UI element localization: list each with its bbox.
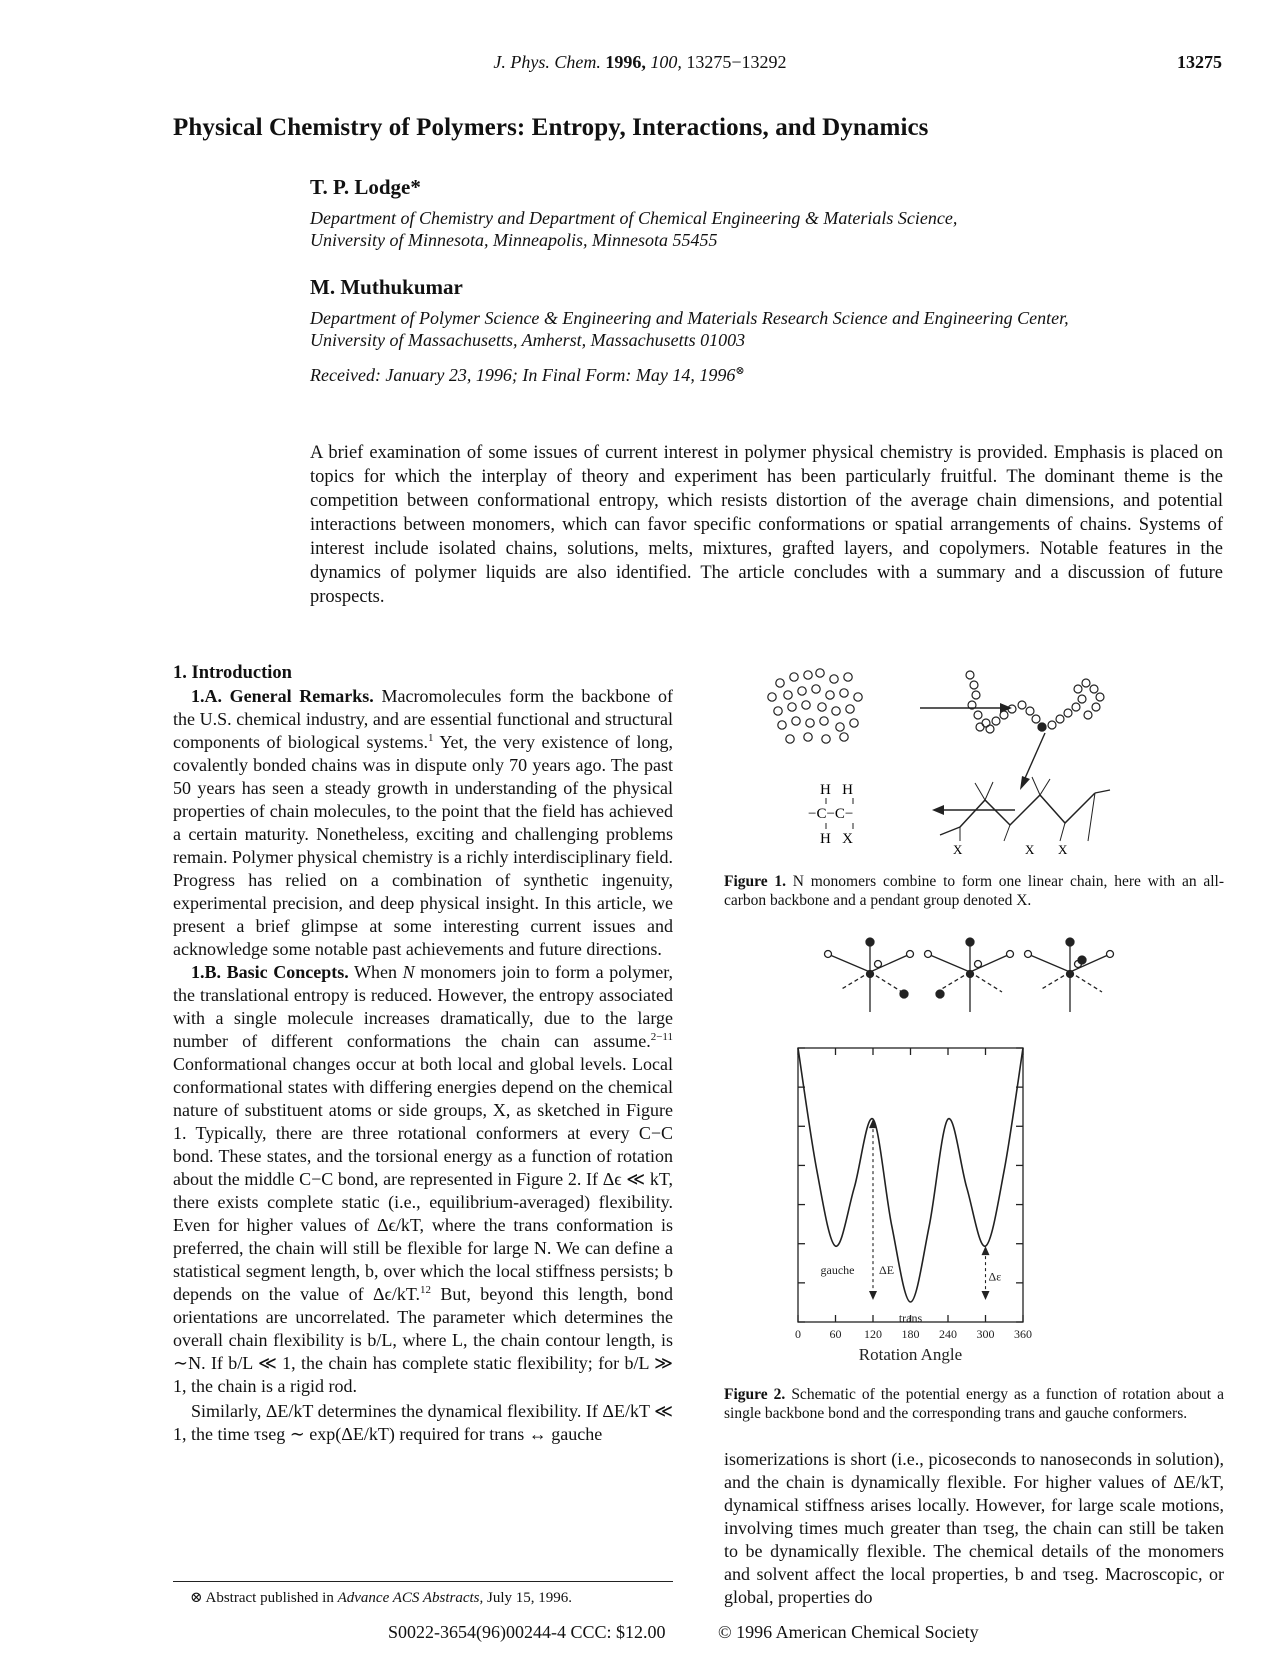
- abstract-mark: ⊗: [735, 365, 745, 377]
- annotation-delta-e: ΔE: [879, 1263, 895, 1278]
- bond: [930, 955, 970, 972]
- monomer-bead: [788, 703, 796, 711]
- bond: [940, 827, 960, 835]
- wedge-bonds: [960, 777, 1095, 841]
- author-affiliation-2: [310, 307, 1210, 351]
- received-dates: [310, 365, 745, 386]
- substituent-atom: [866, 938, 874, 946]
- running-header: [0, 52, 1280, 73]
- article-title: Physical Chemistry of Polymers: Entropy, Interactions, and Dynamics: [173, 114, 929, 141]
- conformer: [825, 938, 914, 1012]
- structure-bottom: H X: [820, 831, 853, 847]
- monomer-bead: [816, 669, 824, 677]
- x-axis-label: Rotation Angle: [858, 1345, 963, 1364]
- substituent-atom: [1078, 956, 1086, 964]
- arrow-line: [1022, 733, 1045, 785]
- paragraph-text: When: [354, 962, 397, 982]
- caption-text: Schematic of the potential energy as a function of rotation about a single backbone bond and the corresponding trans and gauche conformers.: [724, 1386, 1225, 1422]
- monomer-bead: [1078, 695, 1086, 703]
- substituent-atom: [900, 990, 908, 998]
- hydrogen-atom: [1007, 951, 1014, 958]
- pendant-x-label: X: [953, 842, 963, 857]
- conformer: [1025, 938, 1114, 1012]
- monomer-bead: [1074, 685, 1082, 693]
- figure-2-conformers: [820, 925, 1140, 1035]
- copyright: © 1996 American Chemical Society: [718, 1622, 979, 1642]
- monomer-bead: [846, 705, 854, 713]
- hydrogen-atom: [925, 951, 932, 958]
- monomer-bead: [844, 673, 852, 681]
- monomer-bead: [832, 707, 840, 715]
- right-column-text: isomerizations is short (i.e., picoseconds to nanoseconds in solution), and the chain is dynamically flexible. For higher values of ΔE/kT, dynamical stiffness arises locally. However, for large scale motions, involving times much greater than τseg, the chain can still be taken to be dynamically flexible. The chemical details of the monomers and solvent affect the local properties, b and τseg. Macroscopic, or global, properties do: [724, 1449, 1224, 1607]
- hydrogen-atom: [825, 951, 832, 958]
- monomer-bead: [804, 733, 812, 741]
- figure-1-caption: [724, 872, 1224, 910]
- arrow-head: [932, 805, 944, 815]
- section-heading: 1. Introduction: [173, 663, 292, 683]
- paragraph-text: But, beyond this length, bond orientations are uncorrelated. The parameter which determines the overall chain flexibility is b/L, where L, the chain contour length, is ∼N. If b/L ≪ 1, the chain has complete static flexibility; for b/L ≫ 1, the chain is a rigid rod.: [173, 1284, 673, 1396]
- bond: [1095, 790, 1110, 793]
- monomer-bead: [1056, 715, 1064, 723]
- monomer-bead: [1090, 685, 1098, 693]
- figure-2-caption: [724, 1385, 1224, 1423]
- monomer-bead: [1048, 721, 1056, 729]
- arrow-head: [1020, 776, 1030, 790]
- monomer-bead: [790, 673, 798, 681]
- x-tick-label: 120: [864, 1327, 882, 1341]
- monomer-bead: [792, 717, 800, 725]
- carbon-atom: [1067, 971, 1074, 978]
- monomer-bead: [786, 735, 794, 743]
- journal-year: 1996,: [605, 52, 646, 72]
- x-tick-label: 60: [829, 1327, 842, 1341]
- author-name-2: M. Muthukumar: [310, 275, 463, 299]
- carbon-atom: [867, 971, 874, 978]
- x-tick-label: 300: [976, 1327, 995, 1341]
- hydrogen-atom: [907, 951, 914, 958]
- monomer-bead: [818, 703, 826, 711]
- bond: [1070, 972, 1102, 992]
- run-in-heading: 1.A. General Remarks.: [191, 686, 374, 706]
- footnote: [190, 1588, 572, 1607]
- monomer-bead: [804, 671, 812, 679]
- monomer-bead: [970, 681, 978, 689]
- substituent-atom: [1066, 938, 1074, 946]
- left-column: [173, 662, 673, 1446]
- monomer-bead: [986, 725, 994, 733]
- x-tick-label: 180: [901, 1327, 920, 1341]
- annotation-delta-epsilon: Δε: [988, 1269, 1002, 1284]
- monomer-bead: [820, 717, 828, 725]
- bond: [940, 972, 970, 990]
- citation: 1: [428, 732, 434, 744]
- symbol-n: N: [402, 962, 415, 982]
- monomer-bead: [1092, 703, 1100, 711]
- substituent-atom: [936, 990, 944, 998]
- monomer-bead: [798, 687, 806, 695]
- arrow-head: [982, 1246, 990, 1255]
- abstract: A brief examination of some issues of current interest in polymer physical chemistry is provided. Emphasis is placed on topics for which the interplay of theory and experiment has been particularly fruitful. The dominant theme is the competition between conformational entropy, which resists distortion of the average chain dimensions, and potential interactions between monomers, which can favor specific conformations or spatial arrangements of chains. Systems of interest include isolated chains, solutions, melts, mixtures, grafted layers, and copolymers. Notable features in the dynamics of polymer liquids are also identified. The article concludes with a summary and a discussion of future prospects.: [310, 443, 1223, 607]
- monomer-bead: [768, 693, 776, 701]
- figure-2-chart: [795, 1040, 1128, 1380]
- monomer-bead: [1096, 693, 1104, 701]
- substituent-atom: [966, 938, 974, 946]
- author-name-1: T. P. Lodge*: [310, 175, 421, 199]
- monomer-bead: [802, 701, 810, 709]
- arrow-head: [982, 1291, 990, 1300]
- monomer-bead: [806, 719, 814, 727]
- citation: 2−11: [650, 1031, 673, 1043]
- monomer-bead: [850, 719, 858, 727]
- monomer-bead: [1032, 715, 1040, 723]
- monomer-bead: [836, 723, 844, 731]
- affiliation-line: University of Massachusetts, Amherst, Massachusetts 01003: [310, 330, 746, 350]
- monomer-bead: [784, 691, 792, 699]
- journal-name: J. Phys. Chem.: [493, 52, 601, 72]
- annotation-trans: trans: [898, 1311, 923, 1325]
- hydrogen-atom: [1025, 951, 1032, 958]
- author-affiliation-1: [310, 207, 1210, 251]
- monomer-bead: [1072, 703, 1080, 711]
- monomer-bead: [840, 733, 848, 741]
- monomer-bead: [778, 721, 786, 729]
- footnote-mark: ⊗: [190, 1590, 203, 1606]
- hydrogen-atom: [1107, 951, 1114, 958]
- pendant-x-label: X: [1058, 842, 1068, 857]
- monomer-bead: [776, 679, 784, 687]
- footnote-source: Advance ACS Abstracts,: [337, 1590, 484, 1606]
- affiliation-line: Department of Polymer Science & Engineering and Materials Research Science and Engineering Center,: [310, 308, 1069, 328]
- arrow-head: [869, 1291, 877, 1300]
- bond: [830, 955, 870, 972]
- polymer-chain: [966, 671, 1104, 733]
- structure-middle: −C−C−: [808, 806, 854, 822]
- x-tick-label: 240: [939, 1327, 957, 1341]
- monomer-bead: [1026, 707, 1034, 715]
- monomer-bead: [822, 735, 830, 743]
- footnote-rule: [173, 1581, 673, 1582]
- monomer-cloud: [768, 669, 862, 743]
- monomer-bead: [812, 685, 820, 693]
- monomer-bead: [1018, 701, 1026, 709]
- paragraph-dynamics: Similarly, ΔE/kT determines the dynamical flexibility. If ΔE/kT ≪ 1, the time τseg ∼ exp(ΔE/kT) required for trans ↔ gauche: [173, 1401, 673, 1444]
- affiliation-line: University of Minnesota, Minneapolis, Minnesota 55455: [310, 230, 718, 250]
- annotation-gauche: gauche: [820, 1263, 855, 1278]
- monomer-bead: [830, 675, 838, 683]
- monomer-bead: [972, 691, 980, 699]
- x-tick-label: 0: [795, 1327, 801, 1341]
- x-tick-label: 360: [1014, 1327, 1032, 1341]
- received-text: Received: January 23, 1996; In Final Form: May 14, 1996: [310, 365, 736, 385]
- junction-bead: [1038, 723, 1046, 731]
- caption-text: N monomers combine to form one linear chain, here with an all-carbon backbone and a pendant group denoted X.: [724, 873, 1224, 909]
- monomer-bead: [826, 691, 834, 699]
- monomer-bead: [1084, 711, 1092, 719]
- structure-top: H H: [820, 782, 853, 798]
- conformer: [925, 938, 1014, 1012]
- journal-volume: 100,: [650, 52, 682, 72]
- carbon-atom: [967, 971, 974, 978]
- footnote-text: Abstract published in: [205, 1590, 334, 1606]
- run-in-heading: 1.B. Basic Concepts.: [191, 962, 349, 982]
- bond: [870, 972, 902, 992]
- paragraph-text: Conformational changes occur at both local and global levels. Local conformational states with differing energies depend on the chemical nature of substituent atoms or side groups, X, as sketched in Figure 1. Typically, there are three rotational conformers at every C−C bond. These states, and the torsional energy as a function of rotation about the middle C−C bond, are represented in Figure 2. If Δϵ ≪ kT, there exists complete static (i.e., equilibrium-averaged) flexibility. Even for higher values of Δϵ/kT, where the trans conformation is preferred, the chain will still be flexible for large N. We can define a statistical segment length, b, over which the local stiffness persists; b depends on the value of Δϵ/kT.: [173, 1054, 673, 1304]
- paragraph-basic-concepts: [173, 961, 673, 1398]
- monomer-bead: [992, 717, 1000, 725]
- hydrogen-atom: [975, 961, 982, 968]
- paragraph-text: monomers join to form a polymer, the translational entropy is reduced. However, the entropy associated with a single molecule increases dramatically, due to the large number of different conformations the chain can assume.: [173, 962, 673, 1051]
- monomer-bead: [774, 707, 782, 715]
- bond: [1040, 972, 1070, 990]
- paragraph-text: Yet, the very existence of long, covalently bonded chains was in dispute only 70 years ago. The past 50 years has seen a steady growth in understanding of the physical properties of chain molecules, to the point that the field has achieved a certain maturity. Nonetheless, exciting and challenging problems remain. Polymer physical chemistry is a richly interdisciplinary field. Progress has relied on a combination of synthetic ingenuity, experimental precision, and deep physical insight. In this article, we present a brief glimpse at some interesting current issues and acknowledge some notable past achievements and future directions.: [173, 732, 673, 959]
- monomer-bead: [976, 723, 984, 731]
- hydrogen-atom: [875, 961, 882, 968]
- paragraph-general-remarks: [173, 685, 673, 961]
- monomer-bead: [1064, 709, 1072, 717]
- monomer-bead: [966, 671, 974, 679]
- article-code: S0022-3654(96)00244-4 CCC: $12.00: [388, 1622, 666, 1642]
- caption-label: Figure 2.: [724, 1386, 786, 1403]
- bond: [840, 972, 870, 990]
- affiliation-line: Department of Chemistry and Department of Chemical Engineering & Materials Science,: [310, 208, 958, 228]
- monomer-bead: [1000, 711, 1008, 719]
- figure-1: [760, 655, 1160, 860]
- pendant-x-label: X: [1025, 842, 1035, 857]
- footnote-date: July 15, 1996.: [487, 1590, 573, 1606]
- monomer-bead: [974, 711, 982, 719]
- monomer-bead: [854, 693, 862, 701]
- y-axis-label-wrapper: [780, 1060, 804, 1260]
- page-number: 13275: [1177, 52, 1222, 72]
- journal-pages: 13275−13292: [686, 52, 787, 72]
- monomer-bead: [1082, 679, 1090, 687]
- monomer-bead: [840, 689, 848, 697]
- citation: 12: [419, 1284, 431, 1296]
- bond: [970, 972, 1002, 992]
- caption-label: Figure 1.: [724, 873, 787, 890]
- paragraph-text: Macromolecules form the backbone of the U.S. chemical industry, and are essential functional and structural components of biological systems.: [173, 686, 674, 752]
- bond: [1030, 955, 1070, 972]
